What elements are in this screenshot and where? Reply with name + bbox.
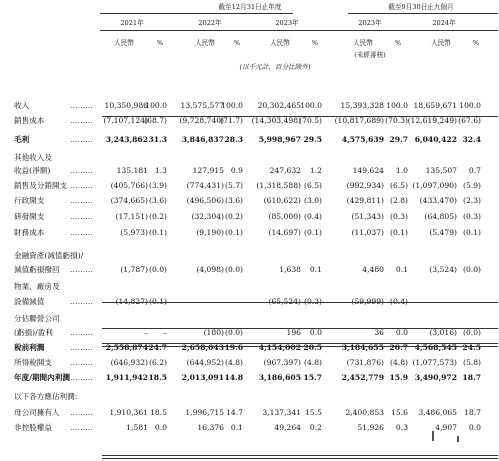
scan-glitch (432, 431, 434, 441)
unaudited-note: (未經審核) (354, 51, 386, 59)
row-amount-cell: 10,350,986 (104, 101, 148, 110)
row-percent-cell: (0.3) (303, 297, 322, 306)
rule-before-gross-profit (102, 116, 498, 117)
currency-label: 人民幣 (270, 39, 290, 47)
row-amount-cell: (3,016) (429, 328, 457, 337)
row-amount-cell: (17,151) (115, 212, 148, 221)
row-label: 分佔聯營公司 (14, 314, 60, 323)
row-amount-cell: – (453, 297, 457, 306)
row-percent-cell: (67.6) (458, 116, 481, 125)
row-percent-cell: – (163, 328, 167, 337)
row-label: 稅前利潤 (14, 343, 45, 352)
row-amount-cell: (9,190) (196, 228, 224, 237)
row-percent-cell: 0.9 (230, 166, 243, 175)
row-amount-cell: 5,998,967 (258, 135, 301, 144)
row-percent-cell: 18.7 (464, 408, 481, 417)
currency-label: 人民幣 (114, 39, 134, 47)
row-percent-cell: (5.8) (462, 358, 481, 367)
row-amount-cell: (1,787) (120, 265, 148, 274)
row-label: 收益(淨額) (14, 166, 51, 175)
leader-dots: ……… (70, 408, 93, 417)
row-percent-cell: (70.5) (299, 116, 322, 125)
row-label: 研發開支 (14, 212, 45, 221)
row-amount-cell: 15,393,328 (340, 101, 384, 110)
row-amount-cell: (433,470) (419, 196, 457, 205)
row-amount-cell: 1,911,942 (105, 373, 148, 382)
leader-dots: ……… (70, 135, 93, 144)
row-amount-cell: 2,558,874 (105, 343, 148, 352)
currency-label: 人民幣 (195, 39, 215, 47)
row-percent-cell: 0.1 (309, 265, 322, 274)
row-amount-cell: 1,910,361 (109, 408, 148, 417)
row-percent-cell: (0.0) (462, 328, 481, 337)
leader-dots: ……… (70, 228, 93, 237)
row-percent-cell: 19.6 (224, 343, 243, 352)
row-amount-cell: (64,805) (424, 212, 457, 221)
row-percent-cell: 1.2 (309, 166, 322, 175)
row-percent-cell: 0.0 (309, 328, 322, 337)
row-percent-cell: (70.3) (385, 116, 408, 125)
year-2022: 2022年 (198, 19, 222, 27)
row-amount-cell: (5,479) (429, 228, 457, 237)
row-amount-cell: (644,952) (186, 358, 224, 367)
year-2021: 2021年 (120, 19, 144, 27)
row-percent-cell: (0.0) (462, 265, 481, 274)
row-amount-cell: (610,622) (263, 196, 301, 205)
row-label: 年度/期間內利潤 (14, 373, 70, 382)
row-label: 金融資產(減值虧損)/ (14, 251, 84, 260)
row-amount-cell: (59,999) (351, 297, 384, 306)
row-amount-cell: 13,575,577 (180, 101, 224, 110)
row-amount-cell: 49,264 (274, 423, 301, 432)
row-amount-cell: (14,827) (115, 297, 148, 306)
row-label: 毛利 (14, 135, 30, 144)
row-amount-cell: 4,568,545 (414, 343, 457, 352)
row-percent-cell: (0.1) (148, 228, 167, 237)
row-percent-cell: 0.0 (395, 328, 408, 337)
row-label: 以下各方應佔利潤: (14, 392, 78, 401)
row-percent-cell: (2.8) (389, 196, 408, 205)
row-amount-cell: 4,480 (362, 265, 384, 274)
row-percent-cell: 24.5 (462, 343, 481, 352)
row-percent-cell: (0.0) (224, 328, 243, 337)
row-amount-cell: (65,524) (268, 297, 301, 306)
row-amount-cell: (10,817,689) (334, 116, 384, 125)
row-percent-cell: (68.7) (144, 116, 167, 125)
row-percent-cell: – (477, 297, 481, 306)
row-percent-cell: 18.7 (462, 373, 481, 382)
row-label: 設備減值 (14, 297, 45, 306)
row-percent-cell: (0.4) (389, 297, 408, 306)
row-amount-cell: 3,186,605 (258, 373, 301, 382)
row-amount-cell: 135,181 (116, 166, 148, 175)
row-label: 減值虧損撥回 (14, 265, 60, 274)
row-amount-cell: 2,658,043 (181, 343, 224, 352)
row-percent-cell: (5.7) (224, 181, 243, 190)
row-amount-cell: (7,107,124) (103, 116, 148, 125)
row-amount-cell: (429,811) (346, 196, 384, 205)
row-percent-cell: 100.0 (300, 101, 322, 110)
row-amount-cell: 4,154,002 (258, 343, 301, 352)
row-percent-cell: 24.7 (148, 343, 167, 352)
row-percent-cell: (0.1) (303, 228, 322, 237)
row-amount-cell: 3,846,837 (181, 135, 224, 144)
row-amount-cell: (9,728,740) (179, 116, 224, 125)
leader-dots: ……… (70, 166, 93, 175)
row-percent-cell: 100.0 (145, 101, 167, 110)
row-percent-cell: (4.8) (389, 358, 408, 367)
leader-dots: ……… (70, 343, 93, 352)
row-amount-cell: – (220, 297, 224, 306)
row-amount-cell: (1,077,573) (412, 358, 457, 367)
row-amount-cell: (11,037) (351, 228, 384, 237)
row-label: 銷售及分銷開支 (14, 181, 68, 190)
row-amount-cell: (646,932) (110, 358, 148, 367)
rule-after-attribution (102, 455, 498, 459)
row-percent-cell: 29.5 (303, 135, 322, 144)
row-label: (虧損)/盈利 (14, 328, 53, 337)
row-percent-cell: 18.5 (148, 373, 167, 382)
row-amount-cell: (12,619,249) (407, 116, 457, 125)
row-amount-cell: (405,766) (110, 181, 148, 190)
row-label: 所得稅開支 (14, 358, 52, 367)
row-label: 非控股權益 (14, 423, 52, 432)
row-amount-cell: 16,376 (197, 423, 224, 432)
row-percent-cell: (3.6) (148, 196, 167, 205)
header-rule-full-year (100, 13, 293, 14)
currency-label: 人民幣 (431, 39, 451, 47)
row-amount-cell: (992,934) (346, 181, 384, 190)
row-percent-cell: (0.1) (148, 297, 167, 306)
row-amount-cell: 2,013,091 (181, 373, 224, 382)
row-percent-cell: 0.2 (309, 423, 322, 432)
row-percent-cell: 14.7 (226, 408, 243, 417)
row-amount-cell: (4,098) (196, 265, 224, 274)
row-amount-cell: (32,304) (191, 212, 224, 221)
row-amount-cell: 3,184,655 (341, 343, 384, 352)
row-percent-cell: (6.5) (303, 181, 322, 190)
row-amount-cell: 51,926 (357, 423, 384, 432)
row-percent-cell: 29.7 (389, 135, 408, 144)
row-percent-cell: (3.9) (148, 181, 167, 190)
row-amount-cell: 3,137,341 (262, 408, 301, 417)
row-label: 收入 (14, 101, 30, 110)
header-period-full-year: 截至12月31日止年度 (218, 3, 282, 11)
row-percent-cell: (0.1) (462, 228, 481, 237)
row-percent-cell: 100.0 (459, 101, 481, 110)
leader-dots: ……… (70, 297, 93, 306)
row-amount-cell: (374,665) (110, 196, 148, 205)
row-amount-cell: 1,996,715 (185, 408, 224, 417)
row-percent-cell: (5.9) (462, 181, 481, 190)
leader-dots: ……… (70, 358, 93, 367)
row-amount-cell: (774,431) (186, 181, 224, 190)
year-2024-nine: 2024年 (432, 19, 456, 27)
leader-dots: ……… (70, 196, 93, 205)
rule-after-profit (102, 343, 498, 347)
row-amount-cell: (1,097,090) (412, 181, 457, 190)
row-percent-cell: 0.3 (395, 423, 408, 432)
row-percent-cell: (71.7) (220, 116, 243, 125)
row-amount-cell: 2,452,779 (341, 373, 384, 382)
row-amount-cell: (85,000) (268, 212, 301, 221)
row-percent-cell: – (239, 297, 243, 306)
row-percent-cell: (0.2) (224, 212, 243, 221)
row-percent-cell: 0.1 (395, 265, 408, 274)
row-label: 財務成本 (14, 228, 45, 237)
row-amount-cell: (14,697) (268, 228, 301, 237)
unit-note: (以千元計，百分比除外) (239, 63, 311, 71)
row-amount-cell: (14,303,498) (251, 116, 301, 125)
rule-before-pretax (102, 302, 498, 303)
row-amount-cell: 135,507 (425, 166, 457, 175)
row-percent-cell: 100.0 (386, 101, 408, 110)
row-percent-cell: (0.1) (224, 228, 243, 237)
row-percent-cell: (0.3) (462, 212, 481, 221)
row-label: 銷售成本 (14, 116, 45, 125)
row-percent-cell: (0.3) (389, 212, 408, 221)
year-2023: 2023年 (275, 19, 299, 27)
row-label: 物業、廠房及 (14, 282, 60, 291)
row-amount-cell: 18,659,671 (413, 101, 457, 110)
row-percent-cell: 15.5 (305, 408, 322, 417)
row-amount-cell: (180) (203, 328, 224, 337)
percent-label: % (233, 39, 241, 47)
row-percent-cell: 0.0 (468, 423, 481, 432)
row-amount-cell: (3,524) (429, 265, 457, 274)
row-amount-cell: (967,397) (263, 358, 301, 367)
percent-label: % (156, 39, 164, 47)
row-percent-cell: 31.3 (148, 135, 167, 144)
row-amount-cell: 3,243,862 (105, 135, 148, 144)
row-percent-cell: (4.8) (303, 358, 322, 367)
row-percent-cell: 32.4 (462, 135, 481, 144)
row-percent-cell: 20.7 (389, 343, 408, 352)
row-amount-cell: 36 (374, 328, 384, 337)
row-amount-cell: 6,040,422 (414, 135, 457, 144)
row-amount-cell: 1,581 (126, 423, 148, 432)
row-percent-cell: 0.0 (154, 423, 167, 432)
row-amount-cell: (51,343) (351, 212, 384, 221)
currency-label: 人民幣 (353, 39, 373, 47)
header-rule-nine-months (348, 13, 498, 14)
leader-dots: ……… (70, 181, 93, 190)
row-percent-cell: 0.7 (468, 166, 481, 175)
row-percent-cell: (4.8) (224, 358, 243, 367)
row-percent-cell: 0.1 (230, 423, 243, 432)
leader-dots: ……… (70, 212, 93, 221)
percent-label: % (311, 39, 319, 47)
row-percent-cell: (0.2) (148, 212, 167, 221)
row-label: 其他收入及 (14, 153, 52, 162)
row-amount-cell: 1,638 (279, 265, 301, 274)
row-percent-cell: (3.6) (224, 196, 243, 205)
scan-glitch-2 (457, 436, 459, 442)
leader-dots: ……… (70, 423, 93, 432)
row-percent-cell: (2.3) (462, 196, 481, 205)
row-amount-cell: 4,907 (435, 423, 457, 432)
row-percent-cell: (0.4) (303, 212, 322, 221)
row-amount-cell: 3,486,065 (418, 408, 457, 417)
leader-dots: ……… (70, 373, 93, 382)
percent-label: % (394, 39, 402, 47)
row-amount-cell: 196 (286, 328, 301, 337)
row-label: 母公司擁有人 (14, 408, 60, 417)
row-percent-cell: (0.1) (389, 228, 408, 237)
percent-label: % (472, 39, 480, 47)
row-amount-cell: 3,490,972 (414, 373, 457, 382)
row-percent-cell: (3.0) (303, 196, 322, 205)
header-period-nine-months: 截至9月30日止九個月 (388, 3, 454, 11)
leader-dots: ……… (70, 328, 93, 337)
row-percent-cell: (6.5) (389, 181, 408, 190)
header-rule-years (100, 30, 498, 31)
row-percent-cell: 15.6 (391, 408, 408, 417)
row-percent-cell: 15.9 (389, 373, 408, 382)
row-percent-cell: 1.0 (395, 166, 408, 175)
row-percent-cell: 28.3 (224, 135, 243, 144)
row-amount-cell: (1,318,588) (256, 181, 301, 190)
leader-dots: ……… (70, 101, 93, 110)
leader-dots: ……… (70, 116, 93, 125)
row-percent-cell: 20.5 (303, 343, 322, 352)
row-amount-cell: 149,624 (352, 166, 384, 175)
row-percent-cell: 100.0 (221, 101, 243, 110)
rule-before-profit (102, 328, 498, 329)
year-2023-nine: 2023年 (358, 19, 382, 27)
row-amount-cell: (5,973) (120, 228, 148, 237)
row-amount-cell: 20,302,465 (257, 101, 301, 110)
row-percent-cell: 15.7 (303, 373, 322, 382)
row-percent-cell: 18.5 (150, 408, 167, 417)
row-percent-cell: (6.2) (148, 358, 167, 367)
row-amount-cell: – (144, 328, 148, 337)
row-amount-cell: 4,575,639 (341, 135, 384, 144)
row-amount-cell: (496,506) (186, 196, 224, 205)
row-amount-cell: 247,632 (269, 166, 301, 175)
row-percent-cell: (0.0) (224, 265, 243, 274)
leader-dots: ……… (70, 265, 93, 274)
row-label: 行政開支 (14, 196, 45, 205)
row-amount-cell: 2,400,853 (345, 408, 384, 417)
row-percent-cell: (0.0) (148, 265, 167, 274)
row-percent-cell: 1.3 (154, 166, 167, 175)
row-amount-cell: (731,876) (346, 358, 384, 367)
row-amount-cell: 127,915 (192, 166, 224, 175)
row-percent-cell: 14.8 (224, 373, 243, 382)
